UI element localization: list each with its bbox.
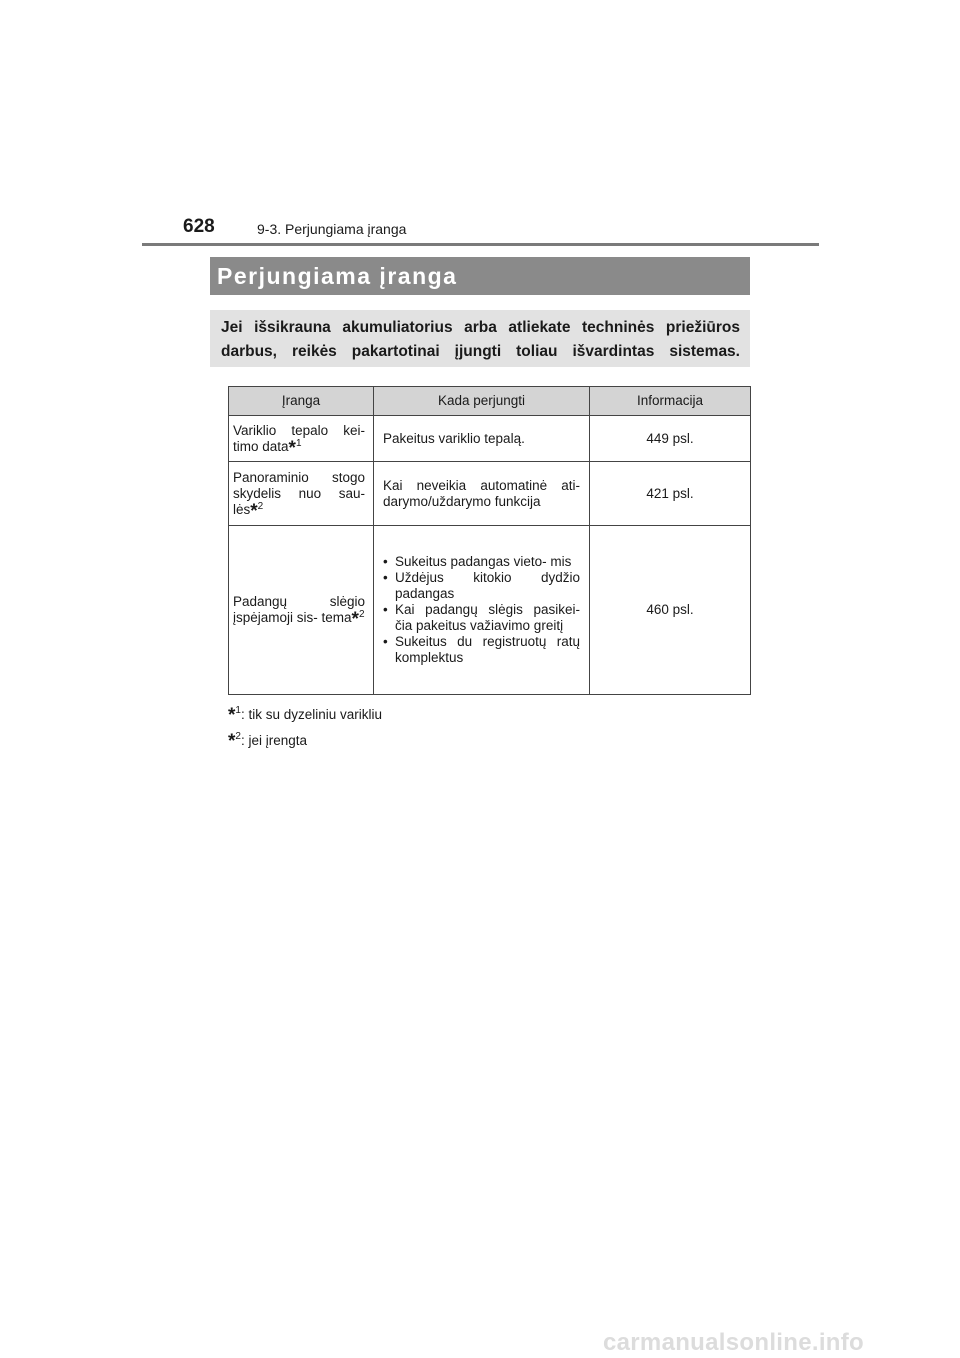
- equipment-cell: [229, 526, 374, 695]
- footnote-ref: 2: [257, 500, 264, 512]
- running-header: 9-3. Perjungiama įranga: [257, 221, 407, 237]
- when-cell: Pakeitus variklio tepalą.: [374, 416, 590, 462]
- page-number: 628: [183, 216, 215, 237]
- footnote-2: [228, 729, 307, 751]
- table-row: [229, 416, 751, 462]
- list-item: • Uždėjus kitokio dydžio padangas: [383, 570, 580, 602]
- footnote-star: *: [228, 705, 236, 726]
- info-cell: 421 psl.: [590, 462, 751, 526]
- footnote-1: [228, 703, 382, 725]
- when-cell: Kai neveikia automatinė ati- darymo/uždarymo funkcija: [374, 462, 590, 526]
- intro-text: Jei išsikrauna akumuliatorius arba atliekate techninės priežiūros darbus, reikės pakartotinai įjungti toliau išvardintas sistemas.: [210, 310, 750, 367]
- footnote-text: : jei įrengta: [240, 733, 308, 748]
- equipment-cell: [229, 462, 374, 526]
- info-cell: 460 psl.: [590, 526, 751, 695]
- footnote-ref: 2: [358, 609, 365, 620]
- footnote-star: *: [288, 437, 296, 459]
- list-item: • Kai padangų slėgis pasikei- čia pakeitus važiavimo greitį: [383, 602, 580, 634]
- table-header-row: [229, 387, 751, 416]
- footnote-mark: 2: [235, 731, 241, 742]
- table-row: [229, 526, 751, 695]
- footnote-star: *: [228, 731, 236, 752]
- header-rule: [142, 243, 819, 246]
- footnote-ref: 1: [295, 437, 302, 449]
- when-cell: [374, 526, 590, 695]
- equipment-name: Padangų slėgio įspėjamoji sis- tema: [233, 594, 365, 625]
- when-list: [383, 554, 580, 666]
- footnote-mark: 1: [235, 705, 241, 716]
- header-info: Informacija: [590, 387, 751, 416]
- footnote-star: *: [250, 500, 258, 522]
- watermark: carmanualsonline.info: [603, 1329, 865, 1356]
- list-item: • Sukeitus padangas vieto- mis: [383, 554, 580, 570]
- list-item: • Sukeitus du registruotų ratų komplektus: [383, 634, 580, 666]
- table-row: [229, 462, 751, 526]
- equipment-cell: [229, 416, 374, 462]
- equipment-name: Panoraminio stogo skydelis nuo sau- lės: [233, 469, 365, 517]
- header-when: Kada perjungti: [374, 387, 590, 416]
- equipment-table: [228, 386, 751, 695]
- footnote-star: *: [351, 609, 359, 630]
- equipment-name: Variklio tepalo kei- timo data: [233, 422, 365, 454]
- header-equipment: Įranga: [229, 387, 374, 416]
- info-cell: 449 psl.: [590, 416, 751, 462]
- section-title: Perjungiama įranga: [210, 257, 750, 295]
- footnote-text: : tik su dyzeliniu varikliu: [240, 707, 383, 722]
